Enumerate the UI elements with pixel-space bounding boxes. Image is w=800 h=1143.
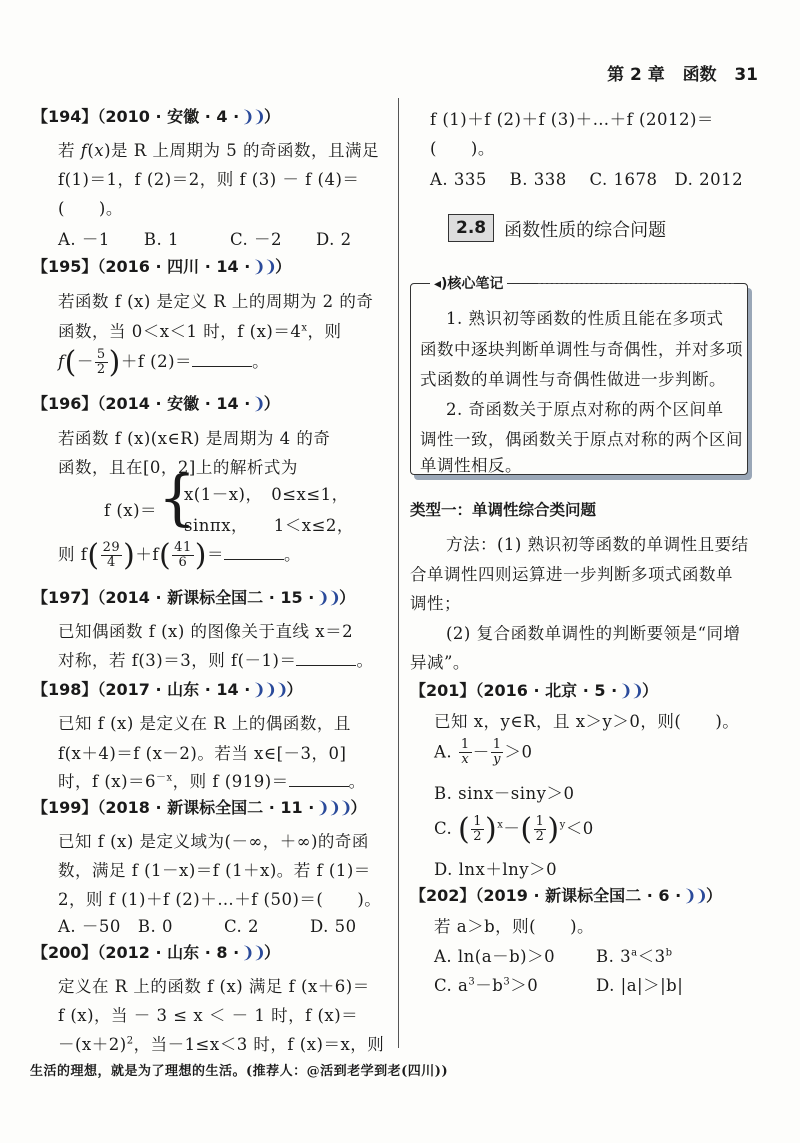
- fraction: [101, 541, 123, 571]
- answer-blank: [192, 352, 252, 367]
- q194-meta: （2010 · 安徽 · 4 ·: [97, 107, 240, 126]
- section-title: [448, 214, 666, 242]
- q200-exponent: 2: [126, 1035, 134, 1047]
- question-202-header: 【202】（2019 · 新课标全国二 · 6 · ❩❩）: [410, 886, 722, 905]
- q202-text: ＞0: [510, 976, 539, 995]
- method-line1: 方法：(1) 熟识初等函数的单调性且要结: [446, 535, 749, 554]
- note-p2-line3: 单调性相反。: [420, 456, 522, 475]
- q198-meta: （2017 · 山东 · 14 ·: [97, 680, 251, 699]
- q200-continued-line1: f (1)＋f (2)＋f (3)＋…＋f (2012)＝: [430, 110, 714, 129]
- exponent: a: [631, 947, 638, 959]
- q201-option-c: C. ( $\frac{1}{2}$ )$^x$－( $\frac{1}{2}$ )$^y$＜0: [434, 812, 594, 847]
- question-196-header: 【196】（2014 · 安徽 · 14 · ❩）: [32, 394, 280, 413]
- question-194-header: 【194】（2010 · 安徽 · 4 · ❩❩）: [32, 107, 280, 126]
- q201-text: ＞0: [504, 742, 533, 762]
- q198-text: ，则 f (919)＝: [172, 772, 289, 791]
- answer-blank: [296, 651, 356, 666]
- fraction: [95, 348, 108, 378]
- page-number: 31: [734, 65, 758, 85]
- denominator: 4: [106, 555, 116, 570]
- q195-text: 函数，当 0＜x＜1 时，f (x)＝4: [58, 322, 302, 341]
- difficulty-icon: ❩❩: [241, 943, 264, 962]
- q201-option-d: D. lnx＋lny＞0: [434, 860, 558, 879]
- q197-label: 【197】: [32, 588, 98, 607]
- denominator: 2: [535, 829, 545, 844]
- q195-text: ＋f (2)＝: [120, 352, 193, 371]
- q194-text: 若: [58, 141, 81, 160]
- denominator: y: [493, 752, 502, 768]
- chapter-label: 第 2 章: [607, 65, 665, 85]
- q201-stem: 已知 x，y∈R，且 x＞y＞0，则( )。: [434, 712, 740, 731]
- method-line5: 异减”。: [410, 653, 470, 672]
- fraction: [471, 815, 484, 845]
- answer-blank: [289, 772, 349, 787]
- difficulty-icon: ❩❩: [683, 886, 706, 905]
- numerator: 1: [473, 813, 483, 829]
- exponent: 3: [468, 976, 476, 988]
- q202-text: －b: [475, 976, 504, 995]
- page-header: [607, 60, 758, 85]
- exponent: b: [665, 947, 673, 959]
- answer-blank: [224, 545, 284, 560]
- q199-label: 【199】: [32, 798, 98, 817]
- exponent: 3: [503, 976, 511, 988]
- q200-meta: （2012 · 山东 · 8 ·: [97, 943, 240, 962]
- q199-line3: 2，则 f (1)＋f (2)＋…＋f (50)＝( )。: [58, 890, 382, 909]
- q196-line1: 若函数 f (x)(x∈R) 是周期为 4 的奇: [58, 429, 331, 448]
- q202-option-b: [596, 943, 673, 967]
- denominator: x: [461, 752, 470, 768]
- fraction: [534, 815, 547, 845]
- q200-line1: 定义在 R 上的函数 f (x) 满足 f (x＋6)＝: [58, 977, 370, 996]
- q201-option-b: B. sinx－siny＞0: [434, 784, 575, 803]
- note-p1-line1: 1. 熟识初等函数的性质且能在多项式: [446, 309, 724, 328]
- q199-meta: （2018 · 新课标全国二 · 11 ·: [97, 798, 315, 817]
- q202-text: C. a: [434, 976, 469, 995]
- q195-text: ，则: [307, 322, 342, 341]
- numerator: 1: [535, 813, 545, 829]
- q196-piece-lhs: f (x)＝: [104, 501, 158, 520]
- q201-text: －: [503, 819, 521, 838]
- question-197-header: 【197】（2014 · 新课标全国二 · 15 · ❩❩）: [32, 588, 356, 607]
- note-p1-line3: 式函数的单调性与奇偶性做进一步判断。: [420, 370, 726, 389]
- numerator: 29: [102, 539, 121, 555]
- q196-piece2: sinπx， 1＜x≤2，: [184, 516, 354, 535]
- q201-meta: （2016 · 北京 · 5 ·: [475, 681, 618, 700]
- fraction: [491, 738, 504, 768]
- q197-text: 对称，若 f(3)＝3，则 f(－1)＝: [58, 651, 297, 670]
- q202-option-a: A. ln(a－b)＞0: [434, 947, 556, 966]
- numerator: 5: [96, 346, 106, 362]
- question-195-header: 【195】（2016 · 四川 · 14 · ❩❩）: [32, 257, 292, 276]
- q194-line3: ( )。: [58, 199, 123, 218]
- q202-text: ＜3: [637, 947, 666, 966]
- q196-text: ＝: [206, 545, 224, 564]
- option-letter: C.: [434, 819, 453, 838]
- q197-line2: [58, 647, 373, 671]
- method-line2: 合单调性四则运算进一步判断多项式函数单: [410, 565, 733, 584]
- note-p1-line2: 函数中逐块判断单调性与奇偶性，并对多项: [420, 340, 743, 359]
- q198-text: 时，f (x)＝6: [58, 772, 157, 791]
- column-divider: [398, 98, 399, 1048]
- q202-meta: （2019 · 新课标全国二 · 6 ·: [475, 886, 682, 905]
- fraction: [172, 541, 194, 571]
- exponent: x: [497, 819, 504, 831]
- q201-text: ＜0: [565, 819, 594, 838]
- q195-line1: 若函数 f (x) 是定义 R 上的周期为 2 的奇: [58, 292, 374, 311]
- question-198-header: 【198】（2017 · 山东 · 14 · ❩❩❩）: [32, 680, 303, 699]
- q195-text: 。: [252, 352, 270, 371]
- q194-line2: f(1)＝1，f (2)＝2，则 f (3) － f (4)＝: [58, 170, 360, 189]
- difficulty-icon: ❩❩❩: [252, 680, 287, 699]
- q197-meta: （2014 · 新课标全国二 · 15 ·: [97, 588, 315, 607]
- q196-label: 【196】: [32, 394, 98, 413]
- question-200-header: 【200】（2012 · 山东 · 8 · ❩❩）: [32, 943, 280, 962]
- q201-option-a: [434, 738, 532, 768]
- q202-text: B. 3: [596, 947, 632, 966]
- difficulty-icon: ❩❩: [252, 257, 276, 276]
- q200-line3: [58, 1031, 384, 1055]
- q195-meta: （2016 · 四川 · 14 ·: [97, 257, 251, 276]
- q197-text: 。: [356, 651, 374, 670]
- q195-line2: [58, 318, 341, 342]
- q196-text: 则 f: [58, 545, 88, 564]
- note-divider: [538, 283, 734, 284]
- q195-func: f: [58, 352, 65, 371]
- denominator: 2: [96, 362, 106, 377]
- q197-line1: 已知偶函数 f (x) 的图像关于直线 x＝2: [58, 622, 354, 641]
- q199-options: A. －50 B. 0 C. 2 D. 50: [58, 917, 357, 936]
- method-line4: (2) 复合函数单调性的判断要领是“同增: [446, 624, 741, 643]
- note-p2-line2: 调性一致，偶函数关于原点对称的两个区间: [420, 430, 743, 449]
- footer-quote: 生活的理想，就是为了理想的生活。(推荐人：@活到老学到老(四川)): [30, 1064, 449, 1079]
- q202-option-c: [434, 972, 538, 996]
- q198-exponent: －x: [156, 772, 173, 784]
- q196-meta: （2014 · 安徽 · 14 ·: [97, 394, 251, 413]
- q194-line1: 若 f(x)是 R 上周期为 5 的奇函数，且满足: [58, 141, 379, 160]
- core-notes-title: ◂)核心笔记: [430, 273, 507, 293]
- brace-icon: {: [158, 463, 197, 533]
- q196-line4: 则 f( $\frac{29}{4}$ )＋f( $\frac{41}{6}$ )＝ 。: [58, 538, 301, 573]
- q196-piece1: x(1－x)， 0≤x≤1，: [184, 485, 349, 504]
- difficulty-icon: ❩❩: [619, 681, 642, 700]
- section-number: 2.8: [448, 214, 494, 242]
- difficulty-icon: ❩: [252, 394, 264, 413]
- exponent: y: [559, 819, 566, 831]
- q200-label: 【200】: [32, 943, 98, 962]
- numerator: 1: [492, 737, 502, 752]
- method-line3: 调性；: [410, 594, 461, 613]
- q200-text: －(x＋2): [58, 1035, 127, 1054]
- q195-line3: f(－ $\frac{5}{2}$ )＋f (2)＝ 。: [58, 345, 270, 380]
- question-199-header: 【199】（2018 · 新课标全国二 · 11 · ❩❩❩）: [32, 798, 367, 817]
- q198-line3: [58, 768, 366, 792]
- q198-line2: f(x＋4)＝f (x－2)。若当 x∈[－3，0]: [58, 744, 347, 763]
- q202-option-d: D. |a|＞|b|: [596, 976, 684, 995]
- difficulty-icon: ❩❩: [241, 107, 264, 126]
- numerator: 41: [174, 539, 192, 555]
- q201-text: －: [472, 742, 490, 762]
- q200-options: A. 335 B. 338 C. 1678 D. 2012: [430, 170, 744, 189]
- q195-exponent: x: [301, 322, 308, 334]
- difficulty-icon: ❩❩❩: [316, 798, 351, 817]
- q198-line1: 已知 f (x) 是定义在 R 上的偶函数，且: [58, 714, 351, 733]
- q196-text: 。: [283, 545, 301, 564]
- q200-text: ，当－1≤x＜3 时，f (x)＝x，则: [133, 1035, 385, 1054]
- fraction: [459, 738, 472, 768]
- q201-label: 【201】: [410, 681, 476, 700]
- q195-label: 【195】: [32, 257, 98, 276]
- section-heading: 函数性质的综合问题: [504, 219, 667, 241]
- note-p2-line1: 2. 奇函数关于原点对称的两个区间单: [446, 400, 724, 419]
- q200-continued-line2: ( )。: [430, 139, 495, 158]
- denominator: 6: [178, 555, 188, 570]
- denominator: 2: [473, 829, 483, 844]
- question-201-header: 【201】（2016 · 北京 · 5 · ❩❩）: [410, 681, 658, 700]
- option-letter: A.: [434, 742, 453, 762]
- q200-line2: f (x)，当 － 3 ≤ x ＜ － 1 时，f (x)＝: [58, 1006, 359, 1025]
- q198-label: 【198】: [32, 680, 98, 699]
- type-one-heading: 类型一：单调性综合类问题: [410, 501, 597, 519]
- q199-line2: 数，满足 f (1－x)＝f (1＋x)。若 f (1)＝: [58, 861, 371, 880]
- difficulty-icon: ❩❩: [316, 588, 340, 607]
- q202-label: 【202】: [410, 886, 476, 905]
- q199-line1: 已知 f (x) 是定义域为(－∞，＋∞)的奇函: [58, 832, 369, 851]
- chapter-title: 函数: [682, 65, 717, 85]
- q196-text: ＋f: [135, 545, 159, 564]
- q202-stem: 若 a＞b，则( )。: [434, 917, 595, 936]
- q198-text: 。: [348, 772, 366, 791]
- q194-label: 【194】: [32, 107, 98, 126]
- q194-options: A. －1 B. 1 C. －2 D. 2: [58, 230, 352, 249]
- q194-text: 是 R 上周期为 5 的奇函数，且满足: [111, 141, 379, 160]
- q196-line2: 函数，且在[0，2]上的解析式为: [58, 458, 298, 477]
- numerator: 1: [460, 737, 470, 752]
